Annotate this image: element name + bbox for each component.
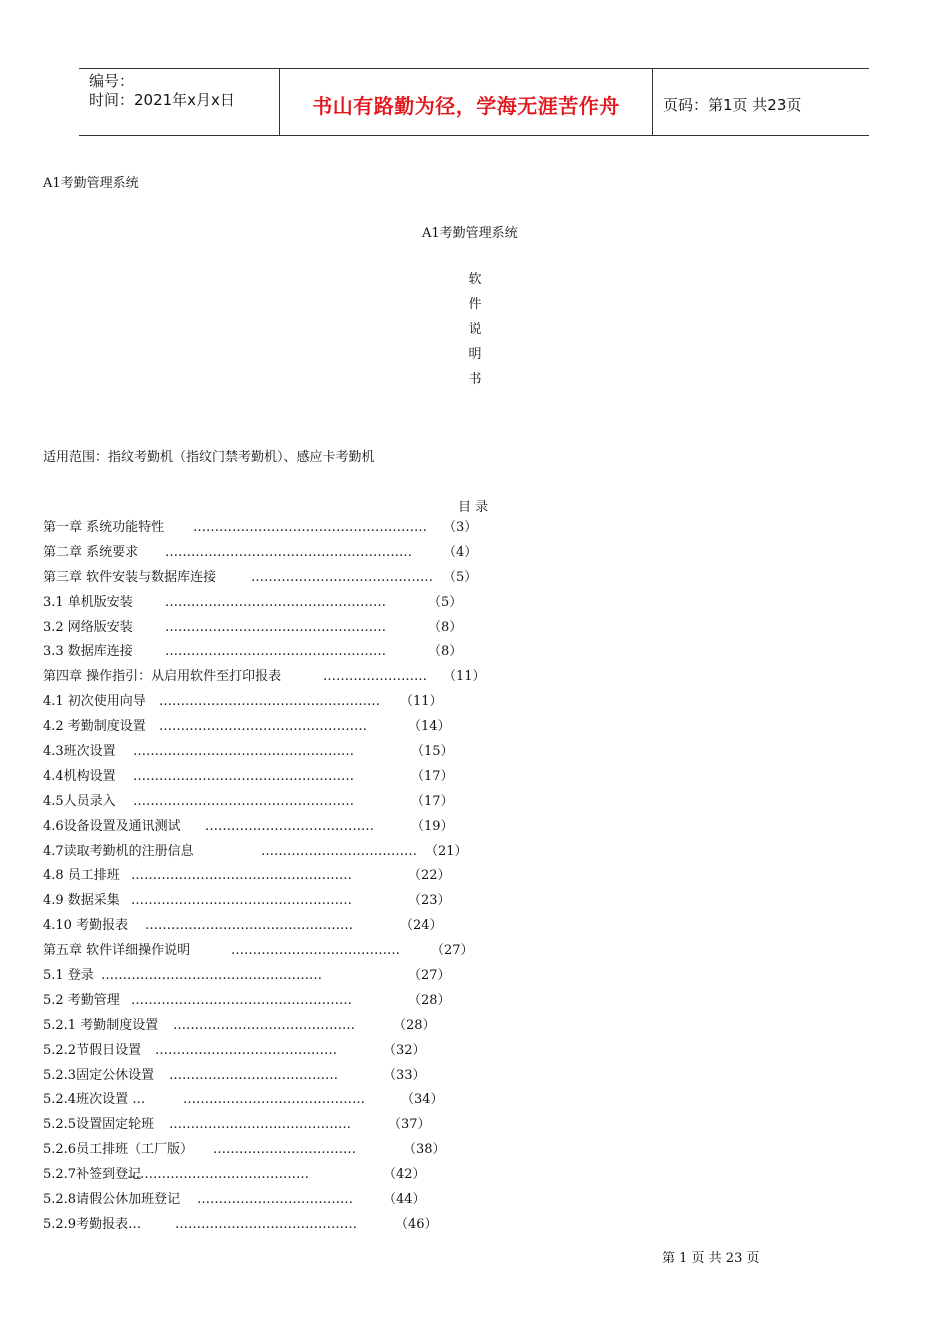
toc-entry[interactable] bbox=[43, 866, 503, 891]
toc-entry-page: （17） bbox=[411, 793, 454, 809]
toc-entry-label: 第四章 操作指引：从启用软件至打印报表 bbox=[43, 669, 282, 685]
toc-entry-page: （34） bbox=[401, 1092, 444, 1108]
document-header bbox=[79, 68, 869, 136]
toc-entry-dots: …………………………………………… bbox=[159, 694, 380, 710]
toc-entry[interactable] bbox=[43, 742, 503, 767]
toc-entry-label: 4.10 考勤报表 bbox=[43, 918, 129, 934]
toc-entry[interactable] bbox=[43, 842, 503, 867]
toc-entry[interactable] bbox=[43, 817, 503, 842]
toc-entry-page: （8） bbox=[428, 619, 463, 635]
doc-title: A1考勤管理系统 bbox=[422, 226, 518, 241]
subtitle-char: 件 bbox=[468, 297, 482, 312]
toc-entry-dots: ………………………………… bbox=[205, 818, 374, 834]
toc-entry-dots: …………………………………………… bbox=[131, 992, 352, 1008]
toc-entry[interactable] bbox=[43, 991, 503, 1016]
toc-entry-dots: ………………………………………… bbox=[159, 719, 367, 735]
toc-entry[interactable] bbox=[43, 1090, 503, 1115]
toc-entry-page: （28） bbox=[408, 992, 451, 1008]
toc-entry[interactable] bbox=[43, 568, 503, 593]
toc-entry-page: （37） bbox=[388, 1117, 431, 1133]
toc-entry[interactable] bbox=[43, 518, 503, 543]
toc-entry-label: 4.6设备设置及通讯测试 bbox=[43, 818, 181, 834]
toc-entry[interactable] bbox=[43, 966, 503, 991]
toc-entry-label: 4.1 初次使用向导 bbox=[43, 694, 146, 710]
toc-entry[interactable] bbox=[43, 1016, 503, 1041]
time-label: 时间：2021年x月x日 bbox=[89, 91, 235, 109]
toc-entry-page: （28） bbox=[393, 1017, 436, 1033]
toc-entry-label: 5.2.3固定公休设置 bbox=[43, 1067, 155, 1083]
toc-entry-dots: …………………………………… bbox=[173, 1017, 355, 1033]
table-of-contents bbox=[43, 518, 503, 1240]
toc-entry-dots: …………………………………… bbox=[127, 1167, 309, 1183]
toc-entry[interactable] bbox=[43, 941, 503, 966]
toc-entry-label: 5.1 登录 bbox=[43, 968, 94, 984]
toc-entry[interactable] bbox=[43, 891, 503, 916]
header-meta bbox=[79, 69, 280, 135]
toc-entry-dots: ……………………………… bbox=[197, 1192, 353, 1208]
toc-entry-label: 4.5人员录入 bbox=[43, 793, 116, 809]
toc-entry-page: （4） bbox=[443, 544, 478, 560]
toc-entry-dots: …………………………………………… bbox=[101, 968, 322, 984]
toc-entry-dots: …………………………………………… bbox=[165, 594, 386, 610]
toc-entry-page: （11） bbox=[443, 669, 486, 685]
toc-entry-dots: …………………………… bbox=[213, 1142, 356, 1158]
toc-entry-page: （44） bbox=[383, 1192, 426, 1208]
toc-entry-label: 3.3 数据库连接 bbox=[43, 644, 133, 660]
toc-entry-label: 4.2 考勤制度设置 bbox=[43, 719, 146, 735]
toc-entry-label: 第五章 软件详细操作说明 bbox=[43, 943, 191, 959]
toc-entry-dots: ………………………………………………… bbox=[165, 544, 412, 560]
toc-entry-label: 第三章 软件安装与数据库连接 bbox=[43, 569, 217, 585]
toc-entry-dots: …………………………………………… bbox=[133, 768, 354, 784]
toc-entry-label: 5.2.5设置固定轮班 bbox=[43, 1117, 155, 1133]
toc-entry-label: 5.2.9考勤报表… bbox=[43, 1216, 142, 1232]
scope-text: 适用范围：指纹考勤机（指纹门禁考勤机）、感应卡考勤机 bbox=[43, 450, 375, 465]
toc-entry-dots: ………………………………… bbox=[231, 943, 400, 959]
toc-entry-label: 5.2.8请假公休加班登记 bbox=[43, 1192, 181, 1208]
code-label: 编号： bbox=[89, 72, 135, 90]
toc-entry[interactable] bbox=[43, 1190, 503, 1215]
toc-entry-label: 5.2.1 考勤制度设置 bbox=[43, 1017, 159, 1033]
toc-entry[interactable] bbox=[43, 916, 503, 941]
toc-entry[interactable] bbox=[43, 717, 503, 742]
toc-entry-dots: …………………… bbox=[323, 669, 427, 685]
toc-entry-dots: …………………………………… bbox=[155, 1042, 337, 1058]
toc-entry-dots: …………………………………… bbox=[251, 569, 433, 585]
toc-entry[interactable] bbox=[43, 1041, 503, 1066]
toc-entry-page: （27） bbox=[408, 968, 451, 984]
toc-entry-page: （8） bbox=[428, 644, 463, 660]
toc-entry-label: 4.4机构设置 bbox=[43, 768, 116, 784]
toc-entry-page: （11） bbox=[400, 694, 443, 710]
page-footer: 第 1 页 共 23 页 bbox=[662, 1251, 760, 1266]
subtitle-char: 书 bbox=[468, 372, 482, 387]
toc-entry-label: 5.2.7补签到登记 bbox=[43, 1167, 142, 1183]
subtitle-char: 软 bbox=[468, 272, 482, 287]
toc-entry-dots: ……………………………………………… bbox=[193, 520, 427, 535]
toc-entry[interactable] bbox=[43, 1165, 503, 1190]
toc-entry-dots: …………………………………………… bbox=[131, 893, 352, 909]
toc-entry-page: （38） bbox=[403, 1142, 446, 1158]
toc-entry-page: （15） bbox=[411, 744, 454, 760]
toc-entry[interactable] bbox=[43, 792, 503, 817]
toc-entry-dots: …………………………………………… bbox=[165, 644, 386, 660]
toc-entry-dots: …………………………………………… bbox=[133, 744, 354, 760]
toc-entry-page: （42） bbox=[383, 1167, 426, 1183]
toc-entry[interactable] bbox=[43, 642, 503, 667]
toc-entry-label: 5.2 考勤管理 bbox=[43, 992, 120, 1008]
doc-subtitle bbox=[468, 270, 482, 395]
toc-entry-dots: ………………………………………… bbox=[145, 918, 353, 934]
toc-entry-label: 5.2.4班次设置 … bbox=[43, 1092, 146, 1108]
toc-entry-dots: …………………………………………… bbox=[131, 868, 352, 884]
toc-entry-label: 第一章 系统功能特性 bbox=[43, 520, 165, 535]
toc-entry-label: 3.2 网络版安装 bbox=[43, 619, 133, 635]
toc-entry[interactable] bbox=[43, 593, 503, 618]
toc-entry[interactable] bbox=[43, 1115, 503, 1140]
toc-entry[interactable] bbox=[43, 767, 503, 792]
toc-entry-page: （3） bbox=[443, 520, 478, 535]
toc-entry-dots: ………………………………… bbox=[169, 1067, 338, 1083]
toc-entry-label: 5.2.2节假日设置 bbox=[43, 1042, 142, 1058]
toc-entry-page: （27） bbox=[431, 943, 474, 959]
toc-entry-label: 4.9 数据采集 bbox=[43, 893, 120, 909]
toc-entry-label: 4.7读取考勤机的注册信息 bbox=[43, 843, 194, 859]
toc-entry[interactable] bbox=[43, 1066, 503, 1091]
header-page-label: 页码：第1页 共23页 bbox=[663, 95, 802, 114]
toc-entry-dots: …………………………………………… bbox=[165, 619, 386, 635]
toc-entry-page: （22） bbox=[408, 868, 451, 884]
toc-entry-dots: ……………………………… bbox=[261, 843, 417, 859]
toc-entry-dots: …………………………………… bbox=[169, 1117, 351, 1133]
toc-entry-label: 5.2.6员工排班（工厂版） bbox=[43, 1142, 194, 1158]
toc-entry-page: （5） bbox=[443, 569, 478, 585]
toc-entry[interactable] bbox=[43, 692, 503, 717]
toc-entry-label: 4.8 员工排班 bbox=[43, 868, 120, 884]
top-label: A1考勤管理系统 bbox=[43, 176, 139, 191]
toc-entry-dots: …………………………………………… bbox=[133, 793, 354, 809]
toc-entry[interactable] bbox=[43, 1215, 503, 1240]
toc-entry-page: （32） bbox=[383, 1042, 426, 1058]
header-motto: 书山有路勤为径，学海无涯苦作舟 bbox=[280, 69, 653, 135]
toc-entry-dots: …………………………………… bbox=[183, 1092, 365, 1108]
subtitle-char: 明 bbox=[468, 347, 482, 362]
toc-entry-page: （14） bbox=[408, 719, 451, 735]
toc-entry-page: （24） bbox=[400, 918, 443, 934]
toc-entry-page: （23） bbox=[408, 893, 451, 909]
toc-entry-dots: …………………………………… bbox=[175, 1216, 357, 1232]
toc-entry[interactable] bbox=[43, 1140, 503, 1165]
toc-entry-page: （5） bbox=[428, 594, 463, 610]
toc-title: 目 录 bbox=[458, 500, 489, 515]
toc-entry[interactable] bbox=[43, 543, 503, 568]
toc-entry-page: （33） bbox=[383, 1067, 426, 1083]
toc-entry-page: （21） bbox=[425, 843, 468, 859]
subtitle-char: 说 bbox=[468, 322, 482, 337]
toc-entry[interactable] bbox=[43, 667, 503, 692]
toc-entry-label: 3.1 单机版安装 bbox=[43, 594, 133, 610]
toc-entry-page: （19） bbox=[411, 818, 454, 834]
toc-entry-page: （46） bbox=[395, 1216, 438, 1232]
toc-entry-page: （17） bbox=[411, 768, 454, 784]
toc-entry[interactable] bbox=[43, 618, 503, 643]
toc-entry-label: 第二章 系统要求 bbox=[43, 544, 139, 560]
toc-entry-label: 4.3班次设置 bbox=[43, 744, 116, 760]
